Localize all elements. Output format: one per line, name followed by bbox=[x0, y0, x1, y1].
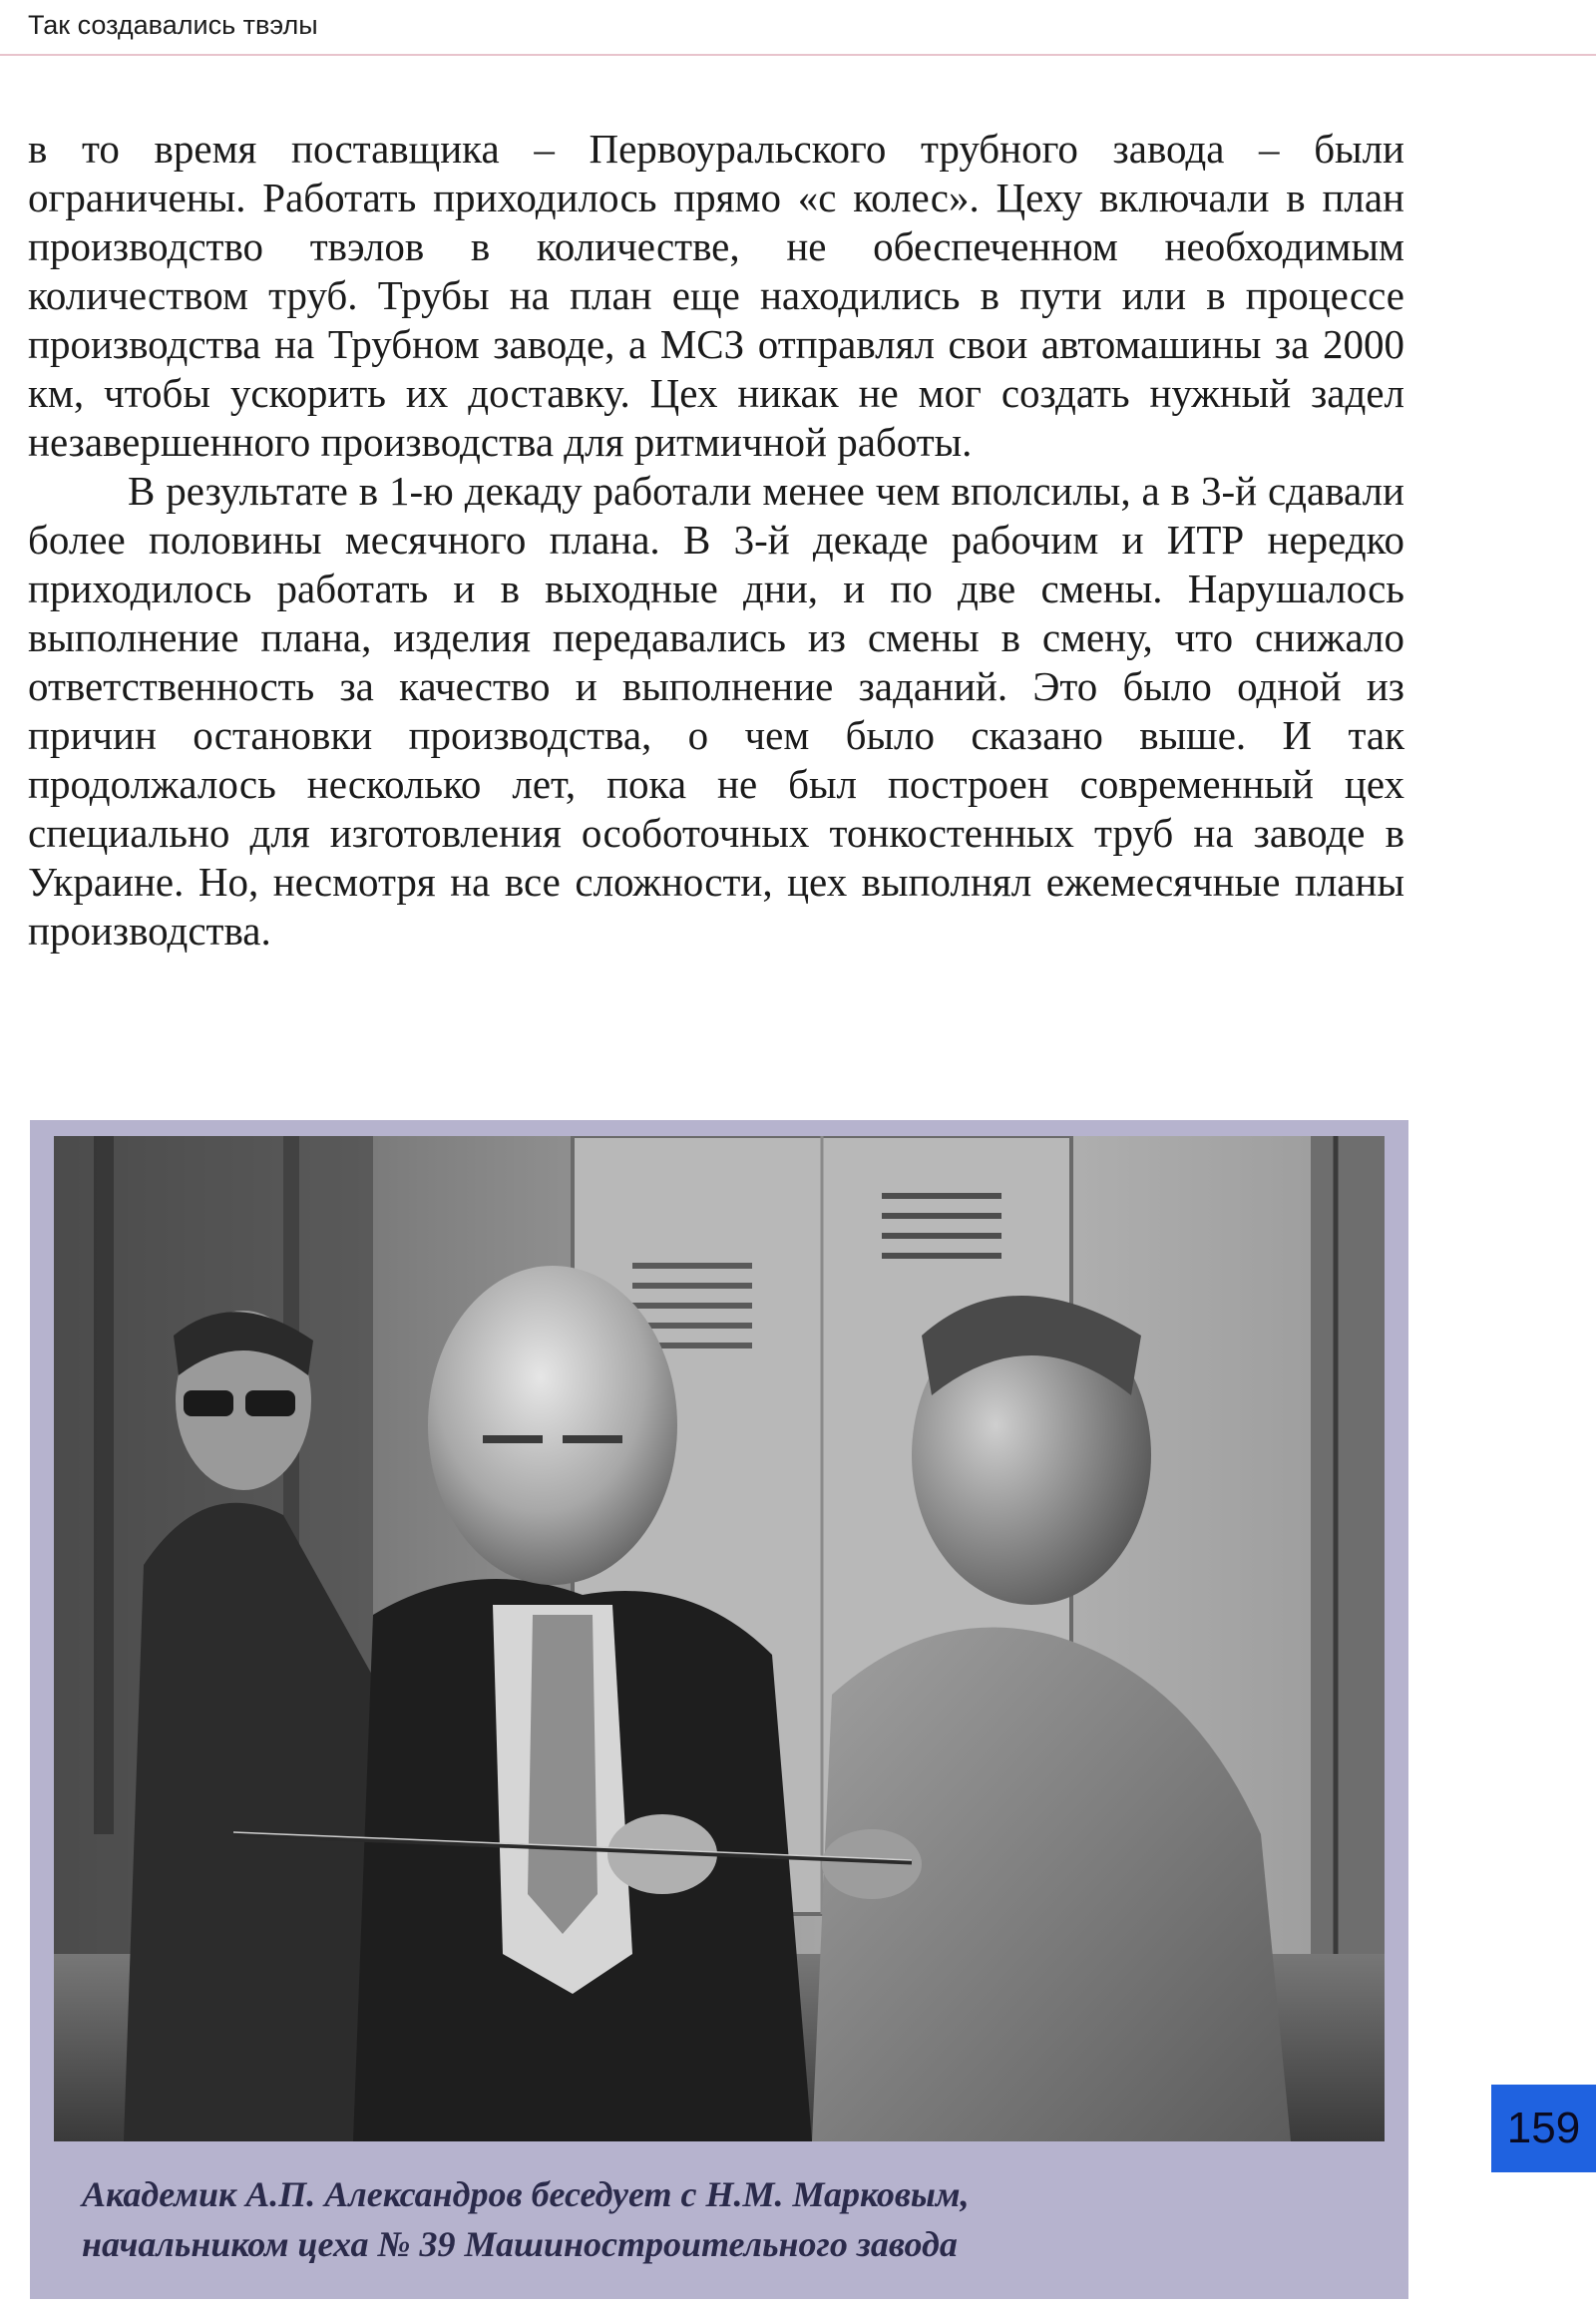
paragraph-2: В результате в 1-ю декаду работали менее чем вполсилы, а в 3-й сдавали более половины месячного плана. В 3-й декаде рабочим и ИТР нередко приходилось работать и в выходные дни, и по две смены. Нарушалось выполнение плана, изделия передавались из смены в смену, что снижало ответственность за качество и выполнение заданий. Это было одной из причин остановки производства, о чем было сказано выше. И так продолжалось несколько лет, пока не был построен современный цех специально для изготовления особоточных тонкостенных труб на заводе в Украине. Но, несмотря на все сложности, цех выполнял ежемесячные планы производства. bbox=[28, 468, 1404, 954]
photo-men-inspecting-rod bbox=[54, 1136, 1385, 2141]
caption-line-2: начальником цеха № 39 Машиностроительного завода bbox=[82, 2224, 958, 2264]
body-text bbox=[28, 125, 1404, 956]
caption-line-1: Академик А.П. Александров беседует с Н.М. Марковым, bbox=[82, 2174, 970, 2214]
paragraph-1: в то время поставщика – Первоуральского трубного завода – были ограничены. Работать приходилось прямо «с колес». Цеху включали в план производство твэлов в количестве, не обеспеченном необходимым количеством труб. Трубы на план еще находились в пути или в процессе производства на Трубном заводе, а МСЗ отправлял свои автомашины за 2000 км, чтобы ускорить их доставку. Цех никак не мог создать нужный задел незавершенного производства для ритмичной работы. bbox=[28, 126, 1404, 465]
photo-caption bbox=[82, 2169, 1379, 2269]
running-header: Так создавались твэлы bbox=[28, 10, 318, 40]
header-rule bbox=[0, 54, 1596, 56]
page-number-tab: 159 bbox=[1491, 2085, 1596, 2172]
photo-illustration bbox=[54, 1136, 1385, 2141]
photo-figure bbox=[30, 1120, 1408, 2299]
